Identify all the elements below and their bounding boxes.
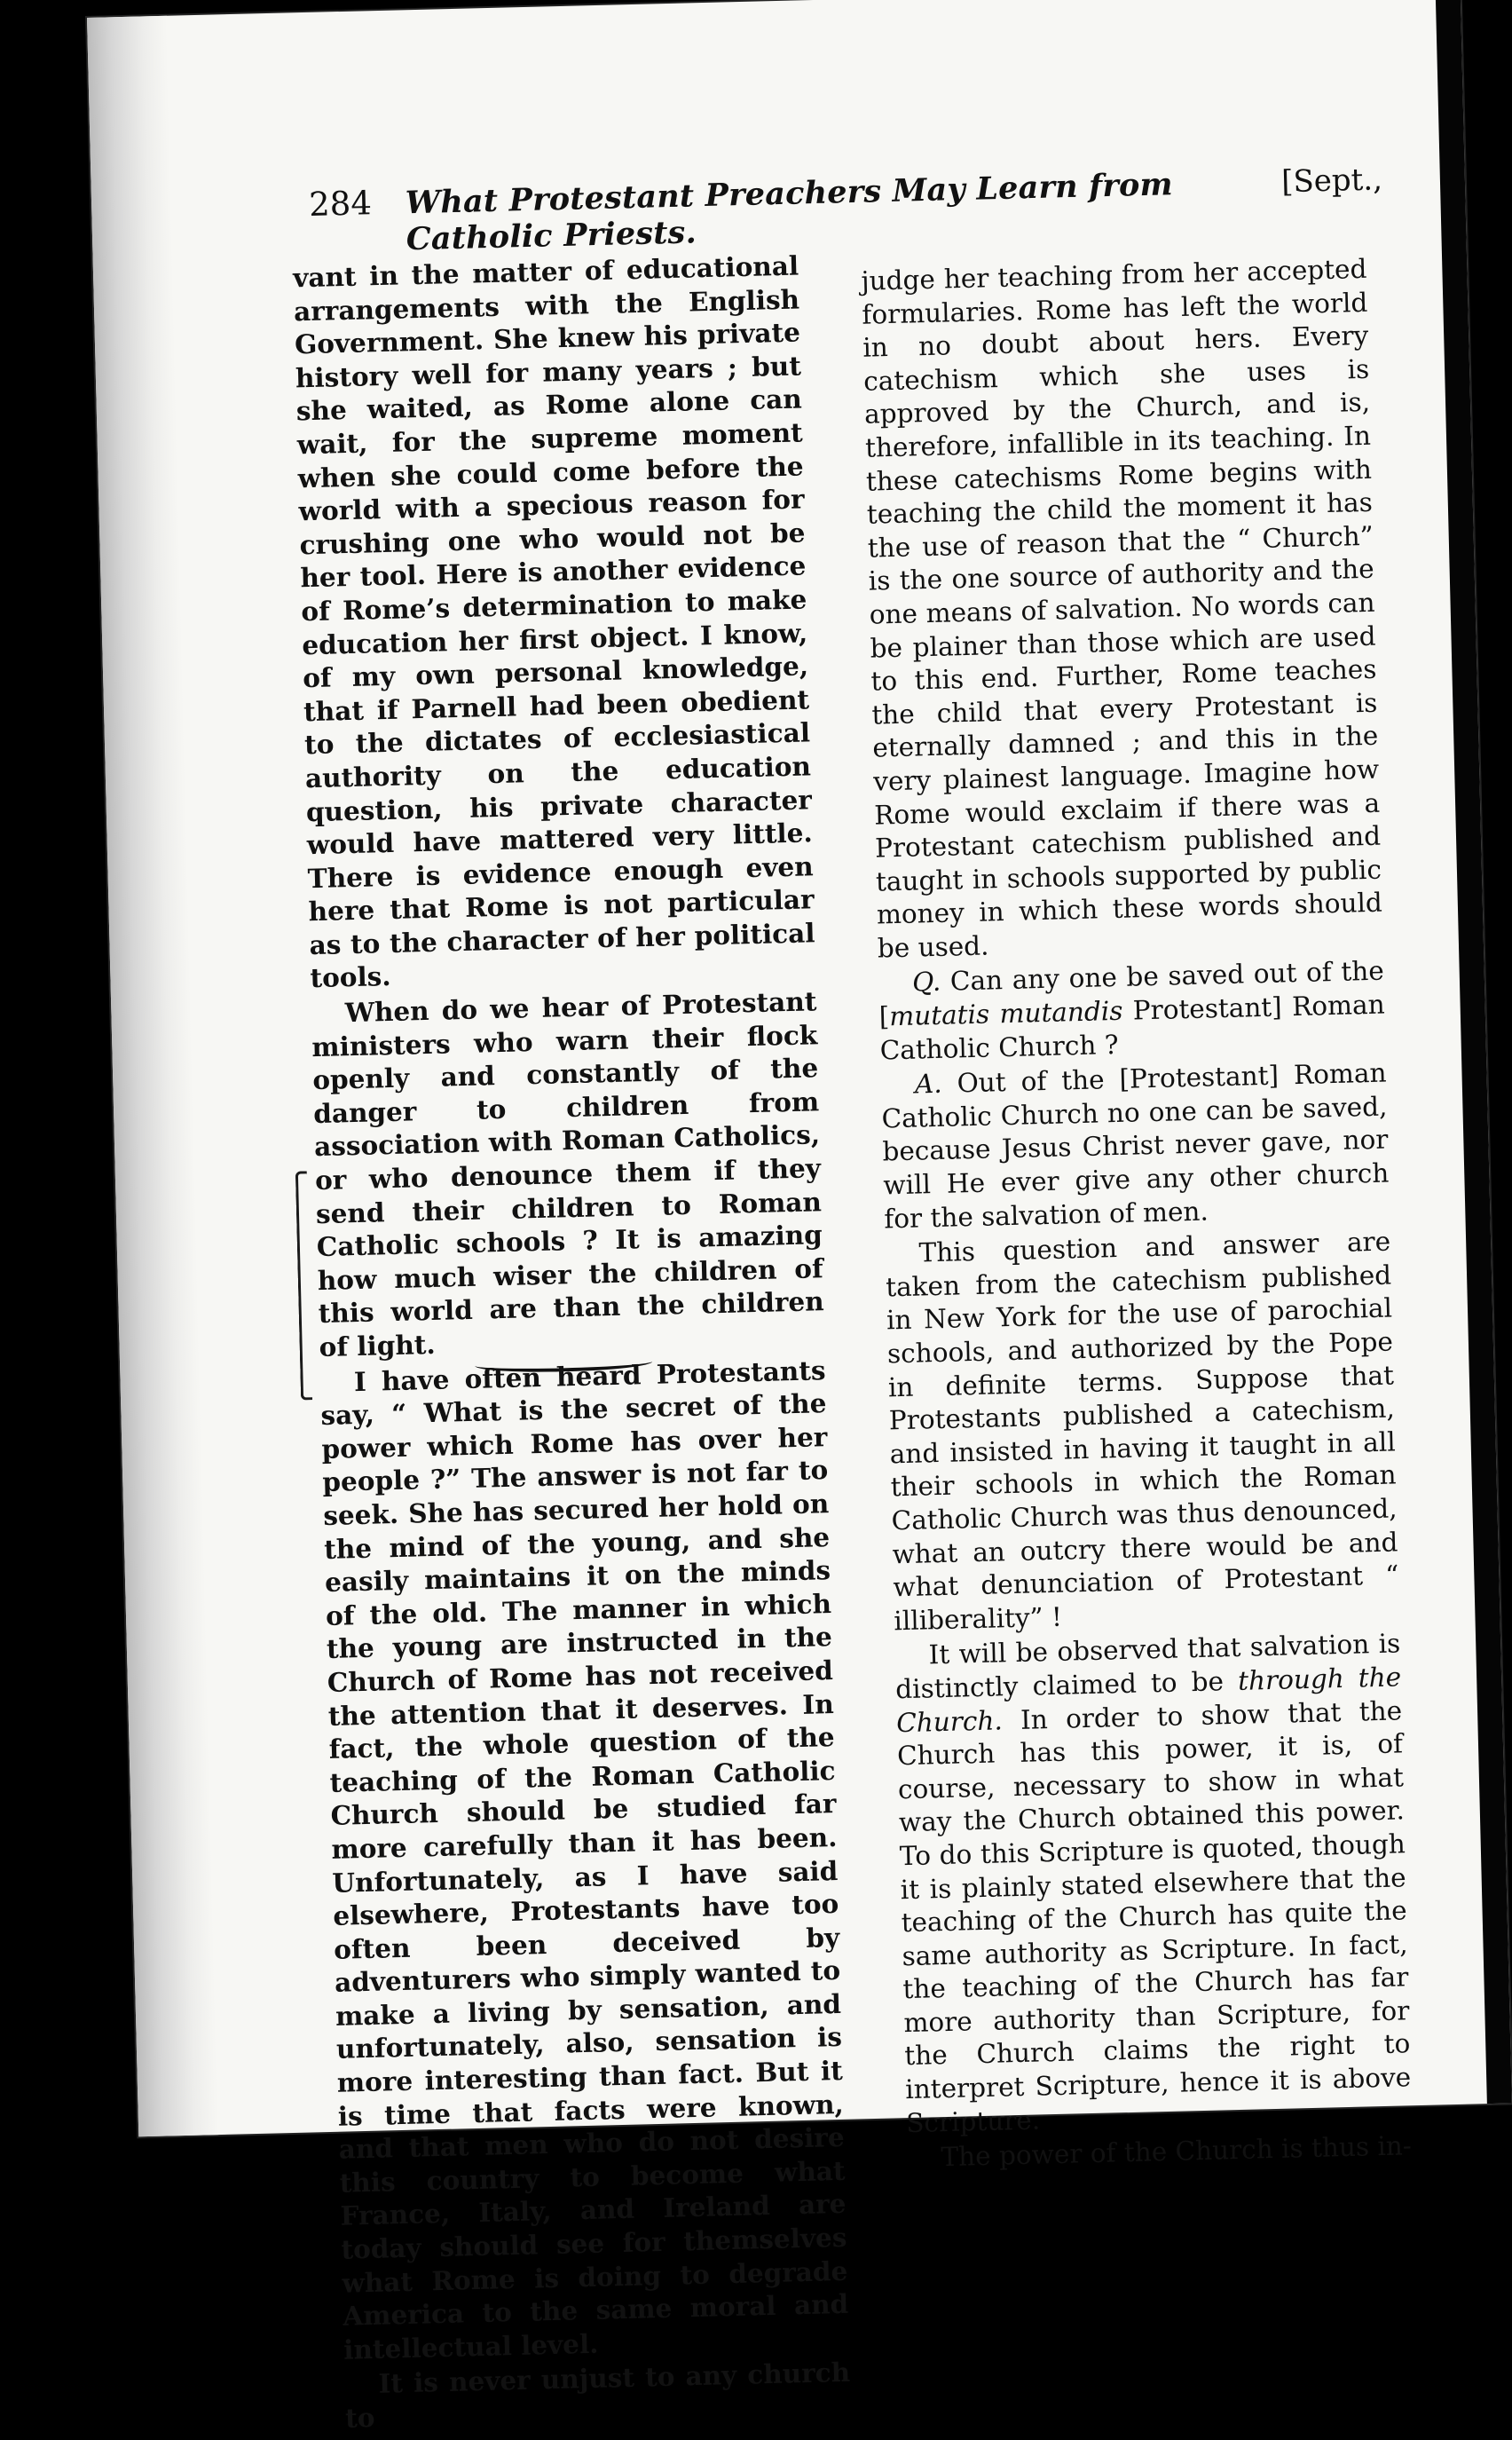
page-edge-shadow [87,16,218,2136]
question-text-end: Protestant] Roman Catholic Church ? [879,989,1386,1066]
book-page [87,0,1512,2434]
paragraph: The power of the Church is thus in- [941,2130,1413,2173]
catechism-answer [880,1057,1390,1236]
paragraph-text: It will be observed that salvation is distinctly claimed to be [894,1628,1401,1705]
left-column [293,249,852,2435]
handwritten-margin-bracket [295,1171,312,1400]
page-number: 284 [308,184,373,224]
running-title: What Protestant Preachers May Learn from Catholic Priests. [405,166,1174,258]
paragraph: When do we hear of Protestant ministers who warn their flock openly and constantly of the danger to children from association with Roman Catholics, or who denounce them if they send their children to Roman Catholic schools ? It is amazing how much wiser the children of this world are than the children of light. [311,985,825,1363]
question-label: Q. [911,967,941,999]
answer-text: Out of the [Protestant] Roman Catholic Church no one can be saved, because Jesus Christ never gave, nor will He ever give any other church for the salvation of men. [881,1057,1390,1235]
right-column [861,253,1413,2175]
question-italic: mutatis mutandis [888,995,1123,1032]
paragraph [894,1628,1413,2141]
paragraph: This question and answer are taken from the catechism published in New York for the use of parochial schools, and authorized by the Pope in definite terms. Suppose that Protestants published a catechism, and insisted in having it taught in all their schools in which the Roman Catholic Church was thus denounced, what an outcry there would be and what denunciation of Protestant “ illiberality” ! [885,1226,1399,1637]
scan-border [0,0,89,2244]
paragraph: It is never unjust to any church to [344,2357,851,2434]
book-spine [1436,0,1512,2104]
paragraph: judge her teaching from her accepted formularies. Rome has left the world in no doubt about hers. Every catechism which she uses is approved by the Church, and is, therefore, infallible in its teaching. In these catechisms Rome begins with teaching the child the moment it has the use of reason that the “ Church” is the one source of authority and the one means of salvation. No words can be plainer than those which are used to this end. Further, Rome teaches the child that every Protestant is eternally damned ; and this in the very plainest language. Imagine how Rome would exclaim if there was a Protestant catechism published and taught in schools supported by public money in which these words should be used. [861,253,1383,964]
catechism-question [878,955,1386,1068]
running-header [308,159,1383,258]
paragraph: I have often heard Protestants say, “ What is the secret of the power which Rome has over her people ?” The answer is not far to seek. She has secured her hold on the mind of the young, and she easily maintains it on the minds of the old. The manner in which the young are instructed in the Church of Rome has not received the attention that it deserves. In fact, the whole question of the teaching of the Roman Catholic Church should be studied far more carefully than it has been. Unfortunately, as I have said elsewhere, Protestants have too often been deceived by adventurers who simply wanted to make a living by sensation, and unfortunately, also, sensation is more interesting than fact. But it is time that facts were known, and that men who do not desire this country to become what France, Italy, and Ireland are today should see for themselves what Rome is doing to degrade America to the same moral and intellectual level. [320,1354,849,2365]
paragraph-italic: through the Church. [895,1662,1402,1738]
paragraph-text-end: In order to show that the Church has this power, it is, of course, necessary to show in what way the Church obtained this power. To do this Scripture is quoted, though it is plainly stated elsewhere that the teaching of the Church has quite the same authority as Scripture. In fact, the teaching of the Church has far more authority than Scripture, for the Church claims the right to interpret Scripture, hence it is above Scripture. [896,1694,1412,2138]
paragraph: vant in the matter of educational arrangements with the English Government. She knew his private history well for many years ; but she waited, as Rome alone can wait, for the supreme moment when she could come before the world with a specious reason for crushing one who would not be her tool. Here is another evidence of Rome’s determination to make education her first object. I know, of my own personal knowledge, that if Parnell had been obedient to the dictates of ecclesiastical authority on the education question, his private character would have mattered very little. There is evidence enough even here that Rome is not particular as to the character of her political tools. [292,249,815,994]
question-text: Can any one be saved out of the [ [878,956,1385,1032]
answer-label: A. [914,1069,943,1100]
running-month: [Sept., [1280,162,1383,201]
